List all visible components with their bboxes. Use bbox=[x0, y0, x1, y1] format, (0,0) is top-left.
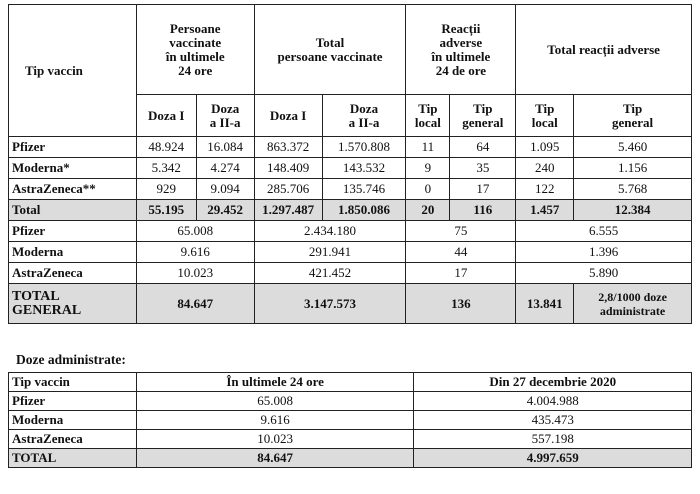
cell: 16.084 bbox=[196, 137, 254, 158]
cell: 5.890 bbox=[516, 263, 692, 284]
doze-total-row bbox=[9, 449, 692, 468]
header-total-persoane: Total persoane vaccinate bbox=[254, 5, 406, 95]
row-name: Pfizer bbox=[9, 137, 137, 158]
cell: 1.570.808 bbox=[322, 137, 406, 158]
total-row bbox=[9, 200, 692, 221]
cell: 17 bbox=[450, 179, 516, 200]
cell: 10.023 bbox=[136, 430, 414, 449]
doze-row bbox=[9, 392, 692, 411]
row-name: AstraZeneca** bbox=[9, 179, 137, 200]
cell: 1.095 bbox=[516, 137, 574, 158]
header-total-reactii: Total reacții adverse bbox=[516, 5, 692, 95]
summary-row bbox=[9, 242, 692, 263]
grand-total-label: TOTAL GENERAL bbox=[9, 284, 137, 324]
row-name: Pfizer bbox=[9, 392, 137, 411]
cell: 10.023 bbox=[136, 263, 254, 284]
cell: 5.460 bbox=[574, 137, 692, 158]
cell: 0 bbox=[406, 179, 450, 200]
cell: 65.008 bbox=[136, 392, 414, 411]
subheader-total-tip-general: Tip general bbox=[574, 95, 692, 137]
cell: 291.941 bbox=[254, 242, 406, 263]
doze-row bbox=[9, 430, 692, 449]
cell: 2.434.180 bbox=[254, 221, 406, 242]
cell: 84.647 bbox=[136, 284, 254, 324]
doze-row bbox=[9, 411, 692, 430]
row-name: TOTAL bbox=[9, 449, 137, 468]
row-name: AstraZeneca bbox=[9, 263, 137, 284]
summary-row bbox=[9, 263, 692, 284]
cell: 1.156 bbox=[574, 158, 692, 179]
cell: 75 bbox=[406, 221, 516, 242]
table-row bbox=[9, 137, 692, 158]
cell: 421.452 bbox=[254, 263, 406, 284]
cell: 9.616 bbox=[136, 411, 414, 430]
cell: 29.452 bbox=[196, 200, 254, 221]
subheader-doza2: Doza a II-a bbox=[196, 95, 254, 137]
cell: 13.841 bbox=[516, 284, 574, 324]
cell: 84.647 bbox=[136, 449, 414, 468]
cell: 55.195 bbox=[136, 200, 196, 221]
cell: 116 bbox=[450, 200, 516, 221]
subheader-tip-general: Tip general bbox=[450, 95, 516, 137]
cell: 143.532 bbox=[322, 158, 406, 179]
row-name: AstraZeneca bbox=[9, 430, 137, 449]
cell: 5.768 bbox=[574, 179, 692, 200]
cell: 122 bbox=[516, 179, 574, 200]
summary-row bbox=[9, 221, 692, 242]
table-row bbox=[9, 158, 692, 179]
table-row bbox=[9, 179, 692, 200]
cell: 65.008 bbox=[136, 221, 254, 242]
cell: 1.396 bbox=[516, 242, 692, 263]
cell: 9 bbox=[406, 158, 450, 179]
subheader-total-doza1: Doza I bbox=[254, 95, 322, 137]
doze-header-24: În ultimele 24 ore bbox=[136, 373, 414, 392]
cell: 5.342 bbox=[136, 158, 196, 179]
header-tip-vaccin: Tip vaccin bbox=[9, 5, 137, 137]
vaccination-table bbox=[8, 4, 692, 324]
subheader-total-doza2: Doza a II-a bbox=[322, 95, 406, 137]
cell: 3.147.573 bbox=[254, 284, 406, 324]
cell: 64 bbox=[450, 137, 516, 158]
cell: 20 bbox=[406, 200, 450, 221]
cell: 35 bbox=[450, 158, 516, 179]
cell: 9.616 bbox=[136, 242, 254, 263]
row-name: Moderna bbox=[9, 411, 137, 430]
doze-header-since: Din 27 decembrie 2020 bbox=[414, 373, 692, 392]
cell: 48.924 bbox=[136, 137, 196, 158]
row-name: Pfizer bbox=[9, 221, 137, 242]
cell: 929 bbox=[136, 179, 196, 200]
cell: 285.706 bbox=[254, 179, 322, 200]
cell: 136 bbox=[406, 284, 516, 324]
subheader-total-tip-local: Tip local bbox=[516, 95, 574, 137]
grand-total-row bbox=[9, 284, 692, 324]
cell: 435.473 bbox=[414, 411, 692, 430]
cell: 4.274 bbox=[196, 158, 254, 179]
doze-header-tip: Tip vaccin bbox=[9, 373, 137, 392]
header-row bbox=[9, 5, 692, 95]
cell: 6.555 bbox=[516, 221, 692, 242]
cell: 863.372 bbox=[254, 137, 322, 158]
doze-title: Doze administrate: bbox=[16, 352, 126, 367]
cell: 4.997.659 bbox=[414, 449, 692, 468]
cell: 11 bbox=[406, 137, 450, 158]
cell: 44 bbox=[406, 242, 516, 263]
doze-header-row bbox=[9, 373, 692, 392]
cell: 1.457 bbox=[516, 200, 574, 221]
cell: 12.384 bbox=[574, 200, 692, 221]
row-name: Moderna* bbox=[9, 158, 137, 179]
ratio-cell: 2,8/1000 doze administrate bbox=[574, 284, 692, 324]
cell: 4.004.988 bbox=[414, 392, 692, 411]
cell: 1.297.487 bbox=[254, 200, 322, 221]
cell: 1.850.086 bbox=[322, 200, 406, 221]
row-name: Moderna bbox=[9, 242, 137, 263]
subheader-doza1: Doza I bbox=[136, 95, 196, 137]
cell: 135.746 bbox=[322, 179, 406, 200]
cell: 557.198 bbox=[414, 430, 692, 449]
header-reactii-24: Reacții adverse în ultimele 24 de ore bbox=[406, 5, 516, 95]
cell: 240 bbox=[516, 158, 574, 179]
cell: 17 bbox=[406, 263, 516, 284]
cell: 9.094 bbox=[196, 179, 254, 200]
doze-table bbox=[8, 372, 692, 468]
subheader-tip-local: Tip local bbox=[406, 95, 450, 137]
header-persoane-vaccinate-24: Persoane vaccinate în ultimele 24 ore bbox=[136, 5, 254, 95]
cell: 148.409 bbox=[254, 158, 322, 179]
row-name: Total bbox=[9, 200, 137, 221]
